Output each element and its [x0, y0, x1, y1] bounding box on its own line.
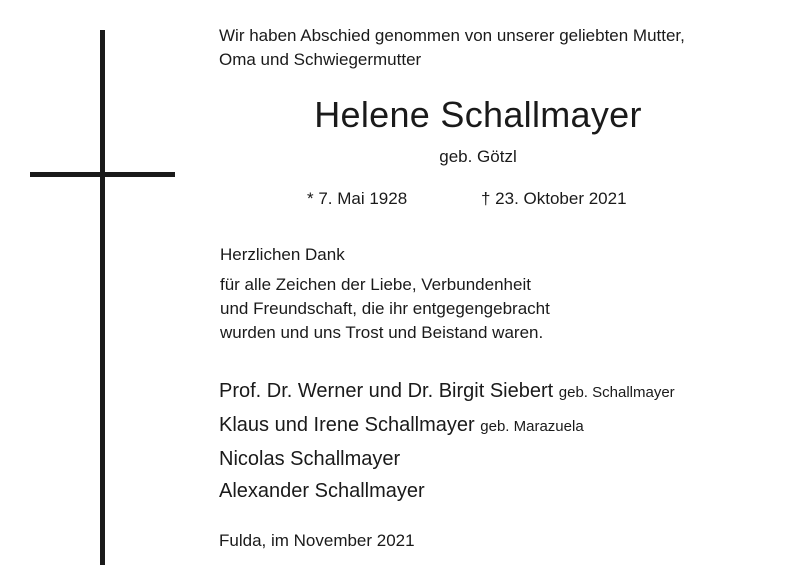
deceased-name: Helene Schallmayer [314, 94, 642, 135]
thanks-text [220, 273, 550, 345]
family-member-note: geb. Marazuela [480, 418, 584, 435]
thanks-line: wurden und uns Trost und Beistand waren. [220, 323, 544, 342]
cross-horizontal-bar [30, 172, 175, 177]
family-member-note: geb. Schallmayer [558, 384, 675, 401]
family-member-name: Nicolas Schallmayer [219, 448, 401, 470]
thanks-heading: Herzlichen Dank [220, 245, 345, 264]
maiden-name: geb. Götzl [439, 147, 517, 166]
closing-place-date: Fulda, im November 2021 [219, 531, 415, 550]
family-member [219, 409, 675, 443]
family-member [219, 443, 675, 475]
family-member-name: Klaus und Irene Schallmayer [219, 414, 475, 436]
family-list [219, 375, 675, 507]
thanks-line: und Freundschaft, die ihr entgegengebracht [220, 299, 550, 318]
intro-line: Oma und Schwiegermutter [219, 50, 422, 69]
intro-line: Wir haben Abschied genommen von unserer geliebten Mutter, [219, 26, 685, 45]
intro-text [219, 24, 685, 72]
family-member [219, 375, 675, 409]
death-date: † 23. Oktober 2021 [481, 189, 627, 208]
cross-vertical-bar [100, 30, 105, 565]
birth-date: * 7. Mai 1928 [307, 189, 408, 208]
family-member-name: Prof. Dr. Werner und Dr. Birgit Siebert [219, 380, 554, 402]
family-member [219, 475, 675, 507]
thanks-line: für alle Zeichen der Liebe, Verbundenheit [220, 275, 531, 294]
family-member-name: Alexander Schallmayer [219, 480, 425, 502]
